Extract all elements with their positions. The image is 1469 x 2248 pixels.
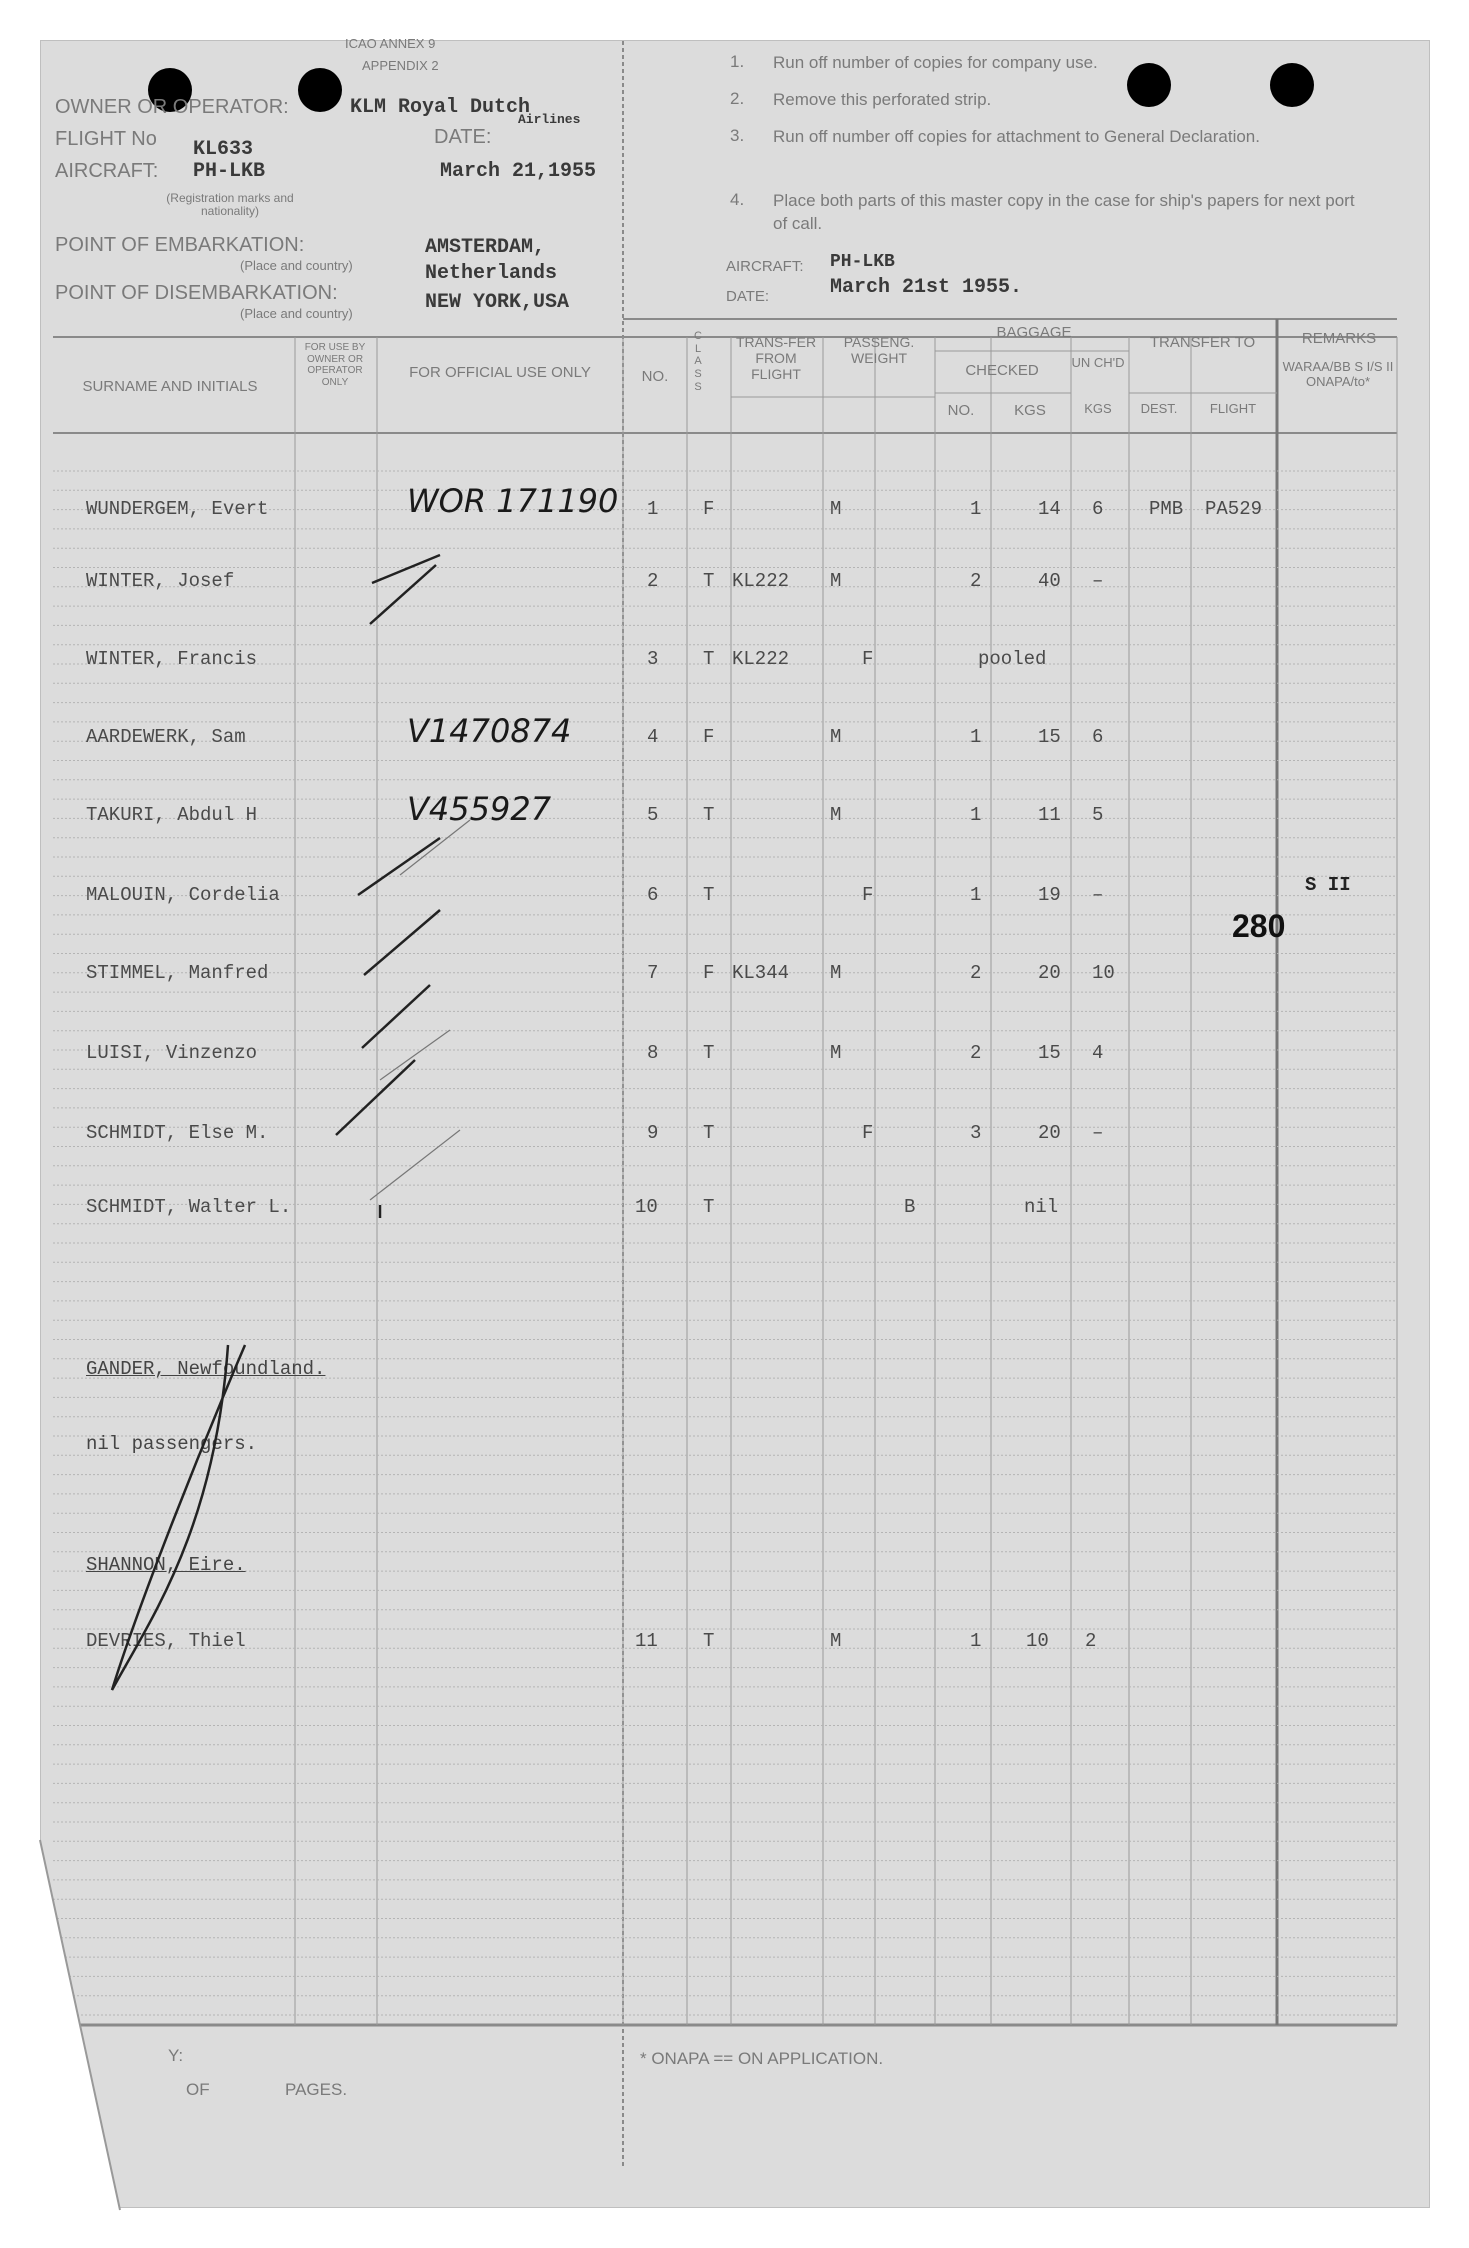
instruction-text: Remove this perforated strip.: [773, 90, 992, 109]
passenger-class: T: [703, 1196, 715, 1218]
embarkation-value: AMSTERDAM,: [425, 236, 546, 259]
col-checked-header: CHECKED: [965, 362, 1039, 379]
unchecked-kgs: –: [1092, 1122, 1104, 1144]
transfer-from: KL222: [732, 570, 790, 592]
disembarkation-value: NEW YORK,USA: [425, 291, 570, 314]
passenger-class: T: [703, 1042, 715, 1064]
instruction-num: 1.: [730, 52, 745, 71]
col-unchecked-kgs-header: KGS: [1084, 401, 1112, 416]
passenger-no: 7: [647, 962, 659, 984]
col-checked-no-header: NO.: [947, 402, 975, 419]
unchecked-kgs: 10: [1092, 962, 1115, 984]
passenger-no: 8: [647, 1042, 659, 1064]
unchecked-kgs: 6: [1092, 726, 1104, 748]
passenger-weight: M: [830, 1042, 842, 1064]
passenger-weight: M: [830, 726, 842, 748]
annex-label: ICAO ANNEX 9: [345, 36, 436, 51]
passenger-name: SCHMIDT, Walter L.: [86, 1196, 292, 1218]
right-date-label: DATE:: [726, 288, 770, 305]
embarkation-label: POINT OF EMBARKATION:: [55, 234, 305, 256]
bag-kgs: pooled: [978, 648, 1047, 670]
transfer-dest: PMB: [1149, 498, 1184, 520]
bag-no: 1: [970, 498, 982, 520]
passenger-class: F: [703, 726, 715, 748]
instruction-text: Run off number off copies for attachment to General Declaration.: [773, 127, 1260, 146]
bag-no: 1: [970, 1630, 982, 1652]
transfer-flight: PA529: [1205, 498, 1263, 520]
appendix-label: APPENDIX 2: [362, 58, 439, 73]
unchecked-kgs: 5: [1092, 804, 1104, 826]
bag-kgs: 19: [1038, 884, 1061, 906]
bag-kgs: 20: [1038, 962, 1061, 984]
passenger-weight: B: [904, 1196, 916, 1218]
passenger-no: 11: [635, 1630, 658, 1652]
bag-kgs: 10: [1026, 1630, 1049, 1652]
bag-kgs: 11: [1038, 804, 1061, 826]
passenger-weight: F: [862, 1122, 874, 1144]
unchecked-kgs: 4: [1092, 1042, 1104, 1064]
bag-kgs: 14: [1038, 498, 1061, 520]
passenger-name: AARDEWERK, Sam: [86, 726, 246, 748]
instruction-num: 3.: [730, 126, 745, 145]
bag-no: 3: [970, 1122, 982, 1144]
passenger-weight: M: [830, 962, 842, 984]
passenger-weight: M: [830, 498, 842, 520]
passenger-no: 9: [647, 1122, 659, 1144]
aircraft-label: AIRCRAFT:: [55, 160, 159, 182]
date-value: March 21,1955: [440, 160, 597, 183]
bag-no: 1: [970, 726, 982, 748]
footer-y-label: Y:: [168, 2046, 184, 2065]
official-use-entry: V1470874: [407, 712, 572, 750]
owner-value-2: Airlines: [518, 112, 581, 127]
passenger-name: WINTER, Francis: [86, 648, 258, 670]
bag-kgs: 40: [1038, 570, 1061, 592]
bag-no: 2: [970, 962, 982, 984]
col-checked-kgs-header: KGS: [1014, 402, 1046, 419]
footer-pages-label: PAGES.: [285, 2080, 348, 2099]
passenger-name: TAKURI, Abdul H: [86, 804, 258, 826]
bag-no: 2: [970, 570, 982, 592]
passenger-weight: M: [830, 1630, 842, 1652]
passenger-no: 4: [647, 726, 659, 748]
bag-kgs: 15: [1038, 726, 1061, 748]
bag-kgs: 15: [1038, 1042, 1061, 1064]
disembarkation-note: (Place and country): [240, 306, 353, 321]
passenger-no: 10: [635, 1196, 658, 1218]
col-transfer-to-header: TRANSFER TO: [1149, 334, 1256, 351]
passenger-class: T: [703, 804, 715, 826]
col-transfer-from-header: TRANS-FER FROM FLIGHT: [735, 334, 817, 383]
onapa-footnote: * ONAPA == ON APPLICATION.: [640, 2049, 884, 2068]
col-class-header: CLASS: [694, 330, 702, 393]
flight-label: FLIGHT No: [55, 128, 157, 150]
col-baggage-header: BAGGAGE: [996, 324, 1072, 341]
bag-no: 1: [970, 804, 982, 826]
aircraft-value: PH-LKB: [193, 160, 266, 183]
passenger-class: T: [703, 648, 715, 670]
col-remarks-sub-header: WARAA/BB S I/S II ONAPA/to*: [1282, 359, 1394, 389]
embarkation-note: (Place and country): [240, 258, 353, 273]
col-flight-header: FLIGHT: [1209, 401, 1257, 416]
passenger-name: STIMMEL, Manfred: [86, 962, 269, 984]
footer-of-label: OF: [186, 2080, 210, 2099]
owner-label: OWNER OR OPERATOR:: [55, 96, 289, 118]
flight-value: KL633: [193, 138, 254, 161]
bag-no: 1: [970, 884, 982, 906]
passenger-class: T: [703, 884, 715, 906]
bag-kgs: 20: [1038, 1122, 1061, 1144]
passenger-class: T: [703, 570, 715, 592]
official-use-entry: V455927: [407, 790, 552, 828]
bag-kgs: nil: [1024, 1196, 1059, 1218]
unchecked-kgs: 6: [1092, 498, 1104, 520]
unchecked-kgs: –: [1092, 884, 1104, 906]
bag-no: 2: [970, 1042, 982, 1064]
date-label: DATE:: [434, 126, 492, 148]
passenger-no: 6: [647, 884, 659, 906]
right-aircraft-value: PH-LKB: [830, 252, 895, 272]
passenger-name: SCHMIDT, Else M.: [86, 1122, 269, 1144]
passenger-name: MALOUIN, Cordelia: [86, 884, 280, 906]
col-owner-use-header: FOR USE BY OWNER OR OPERATOR ONLY: [304, 342, 366, 388]
punch-hole-2: [298, 68, 342, 112]
disembarkation-label: POINT OF DISEMBARKATION:: [55, 282, 338, 304]
aircraft-note: (Registration marks and nationality): [166, 191, 294, 219]
passenger-class: F: [703, 498, 715, 520]
col-surname-header: SURNAME AND INITIALS: [82, 378, 258, 395]
handwritten-number: 280: [1232, 908, 1286, 944]
instruction-text: Run off number of copies for company use.: [773, 53, 1098, 72]
col-official-use-header: FOR OFFICIAL USE ONLY: [409, 364, 591, 381]
col-unchecked-header: UN CH'D: [1071, 355, 1125, 370]
passenger-class: F: [703, 962, 715, 984]
gander-heading: GANDER, Newfoundland.: [86, 1358, 326, 1380]
transfer-from: KL344: [732, 962, 790, 984]
owner-value: KLM Royal Dutch: [350, 96, 531, 119]
embarkation-value-2: Netherlands: [425, 262, 558, 285]
instruction-text: Place both parts of this master copy in the case for ship's papers for next port of call.: [773, 191, 1355, 233]
passenger-no: 2: [647, 570, 659, 592]
instruction-num: 4.: [730, 190, 745, 209]
passenger-class: T: [703, 1122, 715, 1144]
transfer-from: KL222: [732, 648, 790, 670]
passenger-name: WUNDERGEM, Evert: [86, 498, 269, 520]
col-no-header: NO.: [641, 368, 669, 385]
col-dest-header: DEST.: [1140, 401, 1178, 416]
passenger-no: 5: [647, 804, 659, 826]
passenger-class: T: [703, 1630, 715, 1652]
unchecked-kgs: 2: [1085, 1630, 1097, 1652]
official-use-entry: WOR 171190: [407, 482, 619, 520]
shannon-heading: SHANNON, Eire.: [86, 1554, 246, 1576]
col-passenger-weight-header: PASSENG. WEIGHT: [843, 334, 915, 367]
passenger-weight: F: [862, 648, 874, 670]
gander-note: nil passengers.: [86, 1433, 258, 1455]
col-remarks-header: REMARKS: [1301, 330, 1377, 347]
right-date-value: March 21st 1955.: [830, 276, 1023, 299]
passenger-no: 3: [647, 648, 659, 670]
instruction-num: 2.: [730, 89, 745, 108]
passenger-weight: F: [862, 884, 874, 906]
passenger-name: WINTER, Josef: [86, 570, 235, 592]
passenger-name: LUISI, Vinzenzo: [86, 1042, 258, 1064]
right-aircraft-label: AIRCRAFT:: [726, 258, 804, 275]
passenger-no: 1: [647, 498, 659, 520]
remarks: S II: [1305, 874, 1351, 896]
passenger-name: DEVRIES, Thiel: [86, 1630, 246, 1652]
passenger-weight: M: [830, 570, 842, 592]
passenger-weight: M: [830, 804, 842, 826]
unchecked-kgs: –: [1092, 570, 1104, 592]
